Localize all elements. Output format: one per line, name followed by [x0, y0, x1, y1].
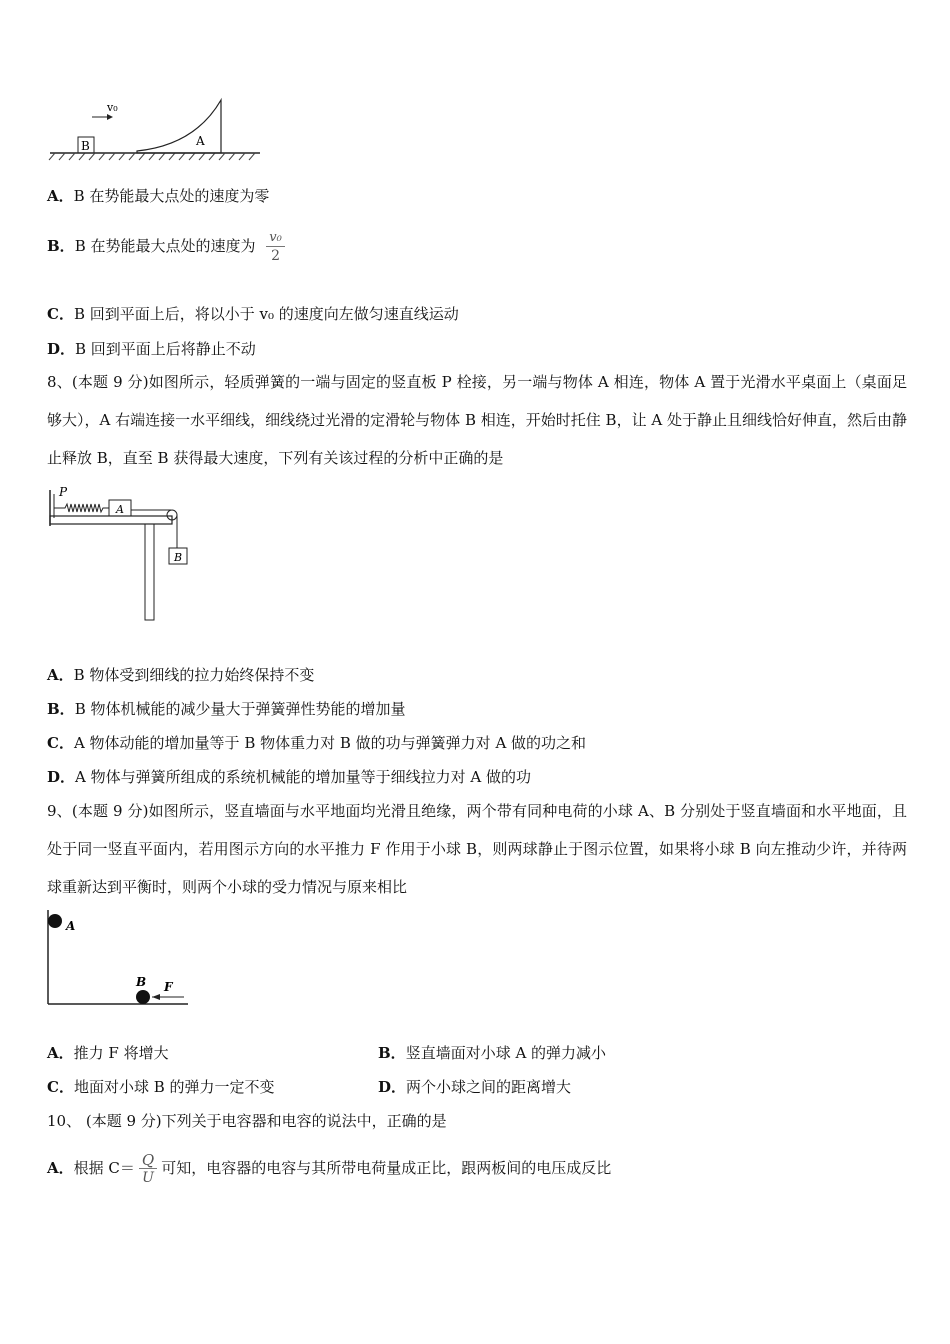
- block-a-label: A: [116, 503, 124, 516]
- block-b-label: B: [174, 551, 183, 564]
- table-leg: [145, 524, 154, 620]
- q7-option-c: C．B 回到平面上后，将以小于 v₀ 的速度向左做匀速直线运动: [47, 305, 459, 323]
- curved-block-a: [137, 100, 221, 153]
- q9-option-b: B．竖直墙面对小球 A 的弹力减小: [378, 1044, 607, 1062]
- ball-b-label: B: [136, 975, 147, 989]
- q9-stem: 9、(本题 9 分)如图所示，竖直墙面与水平地面均光滑且绝缘，两个带有同种电荷的小球 A、B 分别处于竖直墙面和水平地面，且处于同一竖直平面内，若用图示方向的水平推力 F 作用于小球 B，则两球静止于图示位置，如果将小球 B 向左推动少许，并待两球重新达到平衡时，则两个小球的受力情况与原来相比: [47, 802, 907, 896]
- q7-option-d: D．B 回到平面上后将静止不动: [47, 340, 256, 358]
- block-b-label: B: [81, 139, 90, 153]
- q7-option-a: A．B 在势能最大点处的速度为零: [47, 187, 270, 205]
- spring: [54, 504, 109, 512]
- q8-stem: 8、(本题 9 分)如图所示，轻质弹簧的一端与固定的竖直板 P 栓接，另一端与物体 A 相连，物体 A 置于光滑水平桌面上（桌面足够大），A 右端连接一水平细线，细线绕过光滑的定滑轮与物体 B 相连，开始时托住 B，让 A 处于静止且细线恰好伸直，然后由静止释放 B，直至 B 获得最大速度，下列有关该过程的分析中正确的是: [47, 373, 907, 467]
- q8-option-d: D．A 物体与弹簧所组成的系统机械能的增加量等于细线拉力对 A 做的功: [47, 768, 531, 786]
- q-over-u-fraction: $\frac{Q}{U}$: [139, 1152, 157, 1187]
- q7-option-b: B．B 在势能最大点处的速度为 $\frac{\text{v₀}}{2}$: [47, 226, 285, 266]
- q8-option-c: C．A 物体动能的增加量等于 B 物体重力对 B 做的功与弹簧弹力对 A 做的功之和: [47, 734, 587, 752]
- ball-a-label: A: [66, 919, 76, 933]
- force-f-label: F: [164, 980, 173, 994]
- q9-option-a: A．推力 F 将增大: [47, 1044, 169, 1062]
- q8-option-a: A．B 物体受到细线的拉力始终保持不变: [47, 666, 315, 684]
- q7-figure: [45, 95, 265, 165]
- q9-figure: [44, 908, 204, 1008]
- q9-option-d: D．两个小球之间的距离增大: [378, 1078, 572, 1096]
- ball-b: [136, 990, 150, 1004]
- tabletop: [50, 516, 172, 524]
- ball-a: [48, 914, 62, 928]
- q8-figure: [45, 482, 195, 622]
- q9-option-c: C．地面对小球 B 的弹力一定不变: [47, 1078, 275, 1096]
- q10-option-a: A．根据 C＝ $\frac{Q}{U}$ 可知，电容器的电容与其所带电荷量成正比，跟两板间的电压成反比: [47, 1150, 612, 1186]
- board-p-label: P: [59, 485, 68, 499]
- v0-over-2-fraction: $\frac{\text{v₀}}{2}$: [266, 230, 285, 265]
- v0-label: v₀: [107, 101, 118, 114]
- block-a-label: A: [196, 134, 205, 148]
- q10-stem: 10、 (本题 9 分)下列关于电容器和电容的说法中，正确的是: [47, 1112, 447, 1130]
- q8-option-b: B．B 物体机械能的减少量大于弹簧弹性势能的增加量: [47, 700, 406, 718]
